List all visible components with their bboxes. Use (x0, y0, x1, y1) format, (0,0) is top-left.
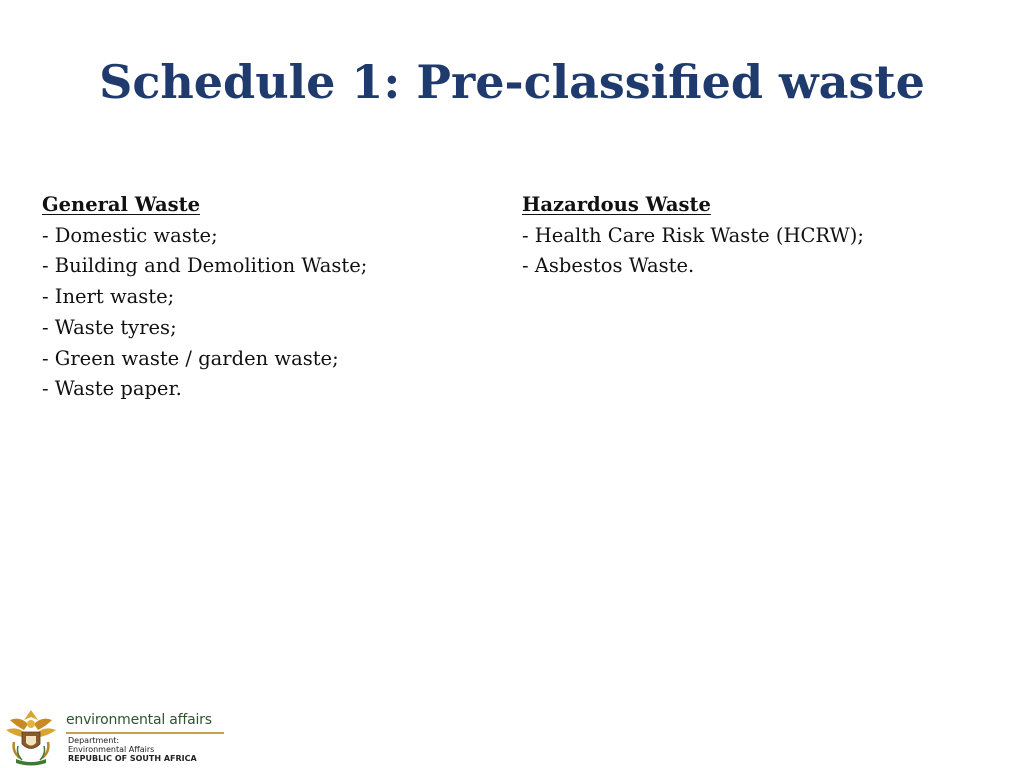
logo-country-name: REPUBLIC OF SOUTH AFRICA (68, 754, 197, 763)
general-waste-heading: General Waste (42, 193, 200, 216)
slide-title: Schedule 1: Pre-classified waste (99, 55, 925, 109)
general-waste-column (42, 190, 482, 405)
general-waste-item: - Waste paper. (42, 377, 182, 401)
coat-of-arms-icon (2, 706, 60, 766)
department-logo (2, 706, 224, 766)
hazardous-waste-heading: Hazardous Waste (522, 193, 711, 216)
general-waste-item: - Building and Demolition Waste; (42, 254, 368, 278)
general-waste-item: - Domestic waste; (42, 223, 218, 247)
logo-brand-text: environmental affairs (66, 712, 212, 728)
logo-department-name: Environmental Affairs (68, 745, 155, 754)
logo-department-label: Department: (68, 736, 120, 745)
general-waste-item: - Waste tyres; (42, 315, 177, 339)
general-waste-item: - Green waste / garden waste; (42, 346, 339, 370)
hazardous-waste-item: - Health Care Risk Waste (HCRW); (522, 223, 864, 247)
general-waste-item: - Inert waste; (42, 285, 175, 309)
hazardous-waste-column (522, 190, 992, 282)
hazardous-waste-item: - Asbestos Waste. (522, 254, 695, 278)
logo-divider (66, 732, 224, 734)
